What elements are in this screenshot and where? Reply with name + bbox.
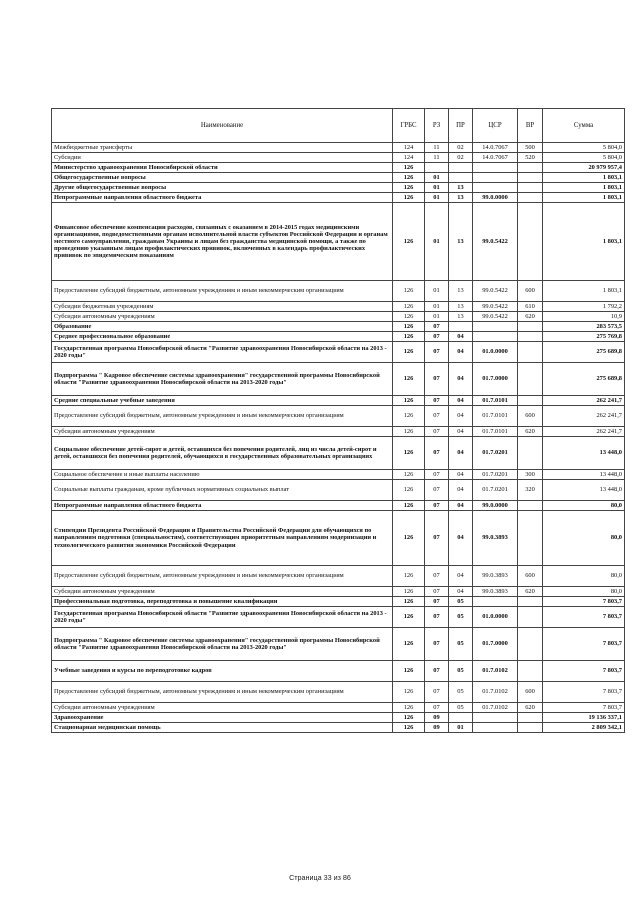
cell-rz: 11 [425,153,449,163]
cell-csr: 99.0.0000 [473,193,518,203]
cell-pr: 04 [449,396,473,406]
cell-vr: 600 [518,682,543,703]
cell-pr: 04 [449,427,473,437]
cell-pr: 05 [449,607,473,628]
cell-rz: 07 [425,511,449,566]
cell-name: Средние специальные учебные заведения [52,396,393,406]
cell-sum: 275 769,8 [543,332,625,342]
cell-rz: 07 [425,566,449,587]
cell-grbs: 126 [393,511,425,566]
cell-vr: 620 [518,703,543,713]
table-row [52,703,625,713]
cell-vr [518,723,543,733]
table-header-row [52,109,625,143]
cell-sum: 80,0 [543,511,625,566]
table-row [52,511,625,566]
table-row [52,661,625,682]
cell-pr: 05 [449,628,473,661]
cell-pr: 04 [449,511,473,566]
table-row [52,193,625,203]
cell-sum: 1 803,1 [543,183,625,193]
cell-rz: 07 [425,628,449,661]
cell-grbs: 126 [393,302,425,312]
cell-rz: 01 [425,312,449,322]
cell-vr [518,163,543,173]
cell-name: Профессиональная подготовка, переподготовка и повышение квалификации [52,597,393,607]
cell-rz: 07 [425,322,449,332]
cell-grbs: 126 [393,501,425,511]
header-vr: ВР [518,109,543,143]
cell-csr: 99.0.5422 [473,203,518,281]
cell-sum: 262 241,7 [543,406,625,427]
cell-sum: 80,0 [543,566,625,587]
cell-rz: 01 [425,203,449,281]
cell-name: Субсидии автономным учреждениям [52,427,393,437]
cell-pr: 13 [449,183,473,193]
cell-name: Образование [52,322,393,332]
cell-rz: 07 [425,332,449,342]
cell-grbs: 126 [393,183,425,193]
table-row [52,183,625,193]
cell-sum: 1 792,2 [543,302,625,312]
cell-csr: 99.0.3893 [473,511,518,566]
cell-sum: 13 448,0 [543,437,625,470]
cell-sum: 5 804,0 [543,153,625,163]
cell-csr: 99.0.0000 [473,501,518,511]
cell-rz: 07 [425,682,449,703]
cell-grbs: 126 [393,203,425,281]
cell-vr [518,396,543,406]
cell-grbs: 126 [393,322,425,332]
cell-name: Субсидии автономным учреждениям [52,587,393,597]
cell-pr: 04 [449,470,473,480]
cell-rz: 01 [425,193,449,203]
cell-pr: 13 [449,312,473,322]
cell-sum: 80,0 [543,587,625,597]
table-row [52,143,625,153]
table-row [52,427,625,437]
header-pr: ПР [449,109,473,143]
cell-name: Стипендии Президента Российской Федерации и Правительства Российской Федерации для обучающихся по направлениям подготовки (специальностям), соответствующим приоритетным направлениям модернизации и технологического развития экономики Российской Федерации [52,511,393,566]
cell-csr: 01.7.0102 [473,661,518,682]
table-row [52,682,625,703]
cell-vr: 620 [518,427,543,437]
table-row [52,322,625,332]
table-row [52,607,625,628]
cell-name: Среднее профессиональное образование [52,332,393,342]
cell-name: Учебные заведения и курсы по переподготовке кадров [52,661,393,682]
cell-name: Предоставление субсидий бюджетным, автономным учреждениям и иным некоммерческим организациям [52,281,393,302]
cell-pr: 04 [449,480,473,501]
cell-csr [473,332,518,342]
cell-vr [518,628,543,661]
cell-pr: 05 [449,597,473,607]
cell-rz: 11 [425,143,449,153]
header-rz: РЗ [425,109,449,143]
cell-csr [473,723,518,733]
cell-rz: 07 [425,607,449,628]
cell-rz: 07 [425,406,449,427]
cell-vr [518,713,543,723]
cell-rz: 07 [425,363,449,396]
table-row [52,302,625,312]
cell-vr: 320 [518,480,543,501]
cell-pr [449,173,473,183]
table-row [52,437,625,470]
cell-rz: 07 [425,501,449,511]
cell-pr [449,163,473,173]
cell-grbs: 126 [393,703,425,713]
cell-sum: 20 979 957,4 [543,163,625,173]
cell-grbs: 126 [393,437,425,470]
cell-csr [473,713,518,723]
cell-csr: 99.0.5422 [473,312,518,322]
table-row [52,342,625,363]
cell-csr: 01.7.0000 [473,628,518,661]
cell-vr [518,342,543,363]
cell-sum: 275 689,8 [543,342,625,363]
cell-vr [518,203,543,281]
table-row [52,332,625,342]
cell-pr [449,322,473,332]
cell-csr [473,183,518,193]
cell-grbs: 126 [393,406,425,427]
table-body [52,143,625,733]
cell-pr: 13 [449,281,473,302]
cell-grbs: 126 [393,173,425,183]
cell-sum: 2 809 342,1 [543,723,625,733]
cell-grbs: 126 [393,682,425,703]
cell-name: Стационарная медицинская помощь [52,723,393,733]
table-row [52,312,625,322]
cell-rz: 07 [425,396,449,406]
cell-name: Финансовое обеспечение компенсации расходов, связанных с оказанием в 2014-2015 годах медицинскими организациями, подведомственными органам исполнительной власти субъектов Российской Федерации и органам местного самоуправления, гражданам Украины и лицам без гражданства медицинской помощи, а также по проведению указанным лицам профилактических прививок, включенных в календарь профилактических прививок по эпидемическим показаниям [52,203,393,281]
cell-name: Другие общегосударственные вопросы [52,183,393,193]
cell-name: Субсидии бюджетным учреждениям [52,302,393,312]
cell-pr: 05 [449,661,473,682]
cell-csr: 01.7.0102 [473,703,518,713]
cell-pr: 04 [449,406,473,427]
cell-name: Государственная программа Новосибирской области "Развитие здравоохранения Новосибирской области на 2013 - 2020 годы" [52,342,393,363]
cell-vr [518,607,543,628]
cell-sum: 262 241,7 [543,396,625,406]
table-row [52,480,625,501]
cell-grbs: 126 [393,566,425,587]
cell-name: Субсидии автономным учреждениям [52,312,393,322]
cell-sum: 1 803,1 [543,173,625,183]
cell-pr: 05 [449,682,473,703]
cell-csr: 01.7.0201 [473,437,518,470]
cell-vr: 620 [518,312,543,322]
cell-pr: 01 [449,723,473,733]
cell-pr: 05 [449,703,473,713]
cell-vr [518,322,543,332]
table-row [52,396,625,406]
cell-pr: 04 [449,437,473,470]
cell-sum: 10,9 [543,312,625,322]
cell-vr [518,437,543,470]
cell-pr: 02 [449,153,473,163]
cell-csr: 01.7.0101 [473,427,518,437]
cell-name: Министерство здравоохранения Новосибирской области [52,163,393,173]
cell-rz: 07 [425,480,449,501]
cell-rz: 07 [425,587,449,597]
cell-pr: 04 [449,363,473,396]
cell-csr: 99.0.5422 [473,302,518,312]
cell-sum: 283 573,5 [543,322,625,332]
cell-pr: 13 [449,203,473,281]
cell-csr: 01.7.0000 [473,363,518,396]
cell-rz: 01 [425,281,449,302]
cell-csr: 99.0.3893 [473,587,518,597]
cell-name: Общегосударственные вопросы [52,173,393,183]
cell-csr [473,322,518,332]
cell-rz: 07 [425,342,449,363]
cell-rz: 07 [425,427,449,437]
cell-grbs: 126 [393,163,425,173]
cell-rz: 07 [425,437,449,470]
cell-pr: 02 [449,143,473,153]
cell-name: Субсидии автономным учреждениям [52,703,393,713]
cell-vr: 600 [518,281,543,302]
table-row [52,501,625,511]
table-row [52,153,625,163]
cell-name: Межбюджетные трансферты [52,143,393,153]
page-number: Страница 33 из 86 [289,873,351,882]
cell-sum: 19 136 337,1 [543,713,625,723]
table-row [52,597,625,607]
table-row [52,203,625,281]
cell-grbs: 126 [393,470,425,480]
cell-vr: 620 [518,587,543,597]
cell-grbs: 126 [393,661,425,682]
cell-grbs: 126 [393,628,425,661]
cell-rz: 07 [425,597,449,607]
table-row [52,723,625,733]
cell-grbs: 126 [393,480,425,501]
cell-rz: 07 [425,661,449,682]
cell-sum: 5 804,0 [543,143,625,153]
cell-csr: 01.7.0102 [473,682,518,703]
cell-sum: 13 448,0 [543,480,625,501]
cell-pr: 13 [449,193,473,203]
cell-rz: 01 [425,302,449,312]
cell-rz: 09 [425,713,449,723]
cell-vr [518,501,543,511]
cell-sum: 80,0 [543,501,625,511]
cell-pr: 04 [449,342,473,363]
cell-csr: 14.0.7067 [473,143,518,153]
cell-sum: 262 241,7 [543,427,625,437]
cell-name: Социальное обеспечение и иные выплаты населению [52,470,393,480]
cell-name: Социальные выплаты гражданам, кроме публичных нормативных социальных выплат [52,480,393,501]
cell-rz: 07 [425,703,449,713]
cell-pr: 04 [449,332,473,342]
cell-grbs: 124 [393,143,425,153]
cell-sum: 1 803,1 [543,193,625,203]
cell-rz: 07 [425,470,449,480]
cell-pr: 04 [449,587,473,597]
cell-grbs: 126 [393,723,425,733]
budget-table [51,108,625,733]
cell-csr: 01.0.0000 [473,342,518,363]
cell-grbs: 126 [393,597,425,607]
cell-vr [518,661,543,682]
cell-sum: 275 689,8 [543,363,625,396]
cell-rz: 01 [425,173,449,183]
cell-sum: 7 803,7 [543,703,625,713]
cell-grbs: 126 [393,281,425,302]
table-row [52,628,625,661]
header-csr: ЦСР [473,109,518,143]
table-row [52,587,625,597]
cell-csr [473,597,518,607]
cell-rz: 01 [425,183,449,193]
table-row [52,566,625,587]
cell-grbs: 126 [393,363,425,396]
cell-csr: 01.7.0201 [473,470,518,480]
cell-rz [425,163,449,173]
cell-vr [518,597,543,607]
cell-vr [518,511,543,566]
cell-csr: 14.0.7067 [473,153,518,163]
cell-vr [518,332,543,342]
cell-csr: 99.0.5422 [473,281,518,302]
cell-vr [518,173,543,183]
header-name: Наименование [52,109,393,143]
cell-grbs: 126 [393,193,425,203]
cell-sum: 13 448,0 [543,470,625,480]
cell-csr: 01.7.0101 [473,406,518,427]
cell-csr: 01.7.0101 [473,396,518,406]
cell-vr: 600 [518,406,543,427]
cell-vr: 600 [518,566,543,587]
cell-rz: 09 [425,723,449,733]
cell-name: Непрограммные направления областного бюджета [52,501,393,511]
cell-sum: 1 803,1 [543,203,625,281]
table-row [52,713,625,723]
cell-name: Социальное обеспечение детей-сирот и детей, оставшихся без попечения родителей, лиц из числа детей-сирот и детей, оставшихся без попечения родителей, обучающихся в государственных образовательных организациях [52,437,393,470]
cell-grbs: 126 [393,342,425,363]
table-row [52,163,625,173]
cell-vr [518,363,543,396]
cell-name: Предоставление субсидий бюджетным, автономным учреждениям и иным некоммерческим организациям [52,406,393,427]
cell-pr [449,713,473,723]
cell-csr: 01.7.0201 [473,480,518,501]
cell-grbs: 126 [393,713,425,723]
cell-name: Непрограммные направления областного бюджета [52,193,393,203]
cell-grbs: 126 [393,312,425,322]
cell-name: Подпрограмма " Кадровое обеспечение системы здравоохранения" государственной программы Новосибирской области "Развитие здравоохранения Новосибирской области на 2013-2020 годы" [52,363,393,396]
cell-pr: 04 [449,501,473,511]
cell-grbs: 124 [393,153,425,163]
table-row [52,406,625,427]
table-row [52,470,625,480]
cell-name: Субсидии [52,153,393,163]
header-grbs: ГРБС [393,109,425,143]
cell-csr: 99.0.3893 [473,566,518,587]
cell-grbs: 126 [393,587,425,597]
cell-csr [473,163,518,173]
cell-vr [518,183,543,193]
cell-grbs: 126 [393,332,425,342]
cell-sum: 7 803,7 [543,607,625,628]
cell-sum: 7 803,7 [543,628,625,661]
cell-vr: 610 [518,302,543,312]
cell-grbs: 126 [393,396,425,406]
cell-sum: 7 803,7 [543,682,625,703]
cell-csr [473,173,518,183]
table-row [52,281,625,302]
table-row [52,363,625,396]
cell-sum: 7 803,7 [543,661,625,682]
header-sum: Сумма [543,109,625,143]
cell-name: Предоставление субсидий бюджетным, автономным учреждениям и иным некоммерческим организациям [52,682,393,703]
cell-grbs: 126 [393,427,425,437]
cell-vr [518,193,543,203]
cell-vr: 520 [518,153,543,163]
cell-sum: 7 803,7 [543,597,625,607]
cell-vr: 500 [518,143,543,153]
cell-sum: 1 803,1 [543,281,625,302]
cell-csr: 01.0.0000 [473,607,518,628]
cell-grbs: 126 [393,607,425,628]
cell-name: Подпрограмма " Кадровое обеспечение системы здравоохранения" государственной программы Новосибирской области "Развитие здравоохранения Новосибирской области на 2013-2020 годы" [52,628,393,661]
cell-pr: 13 [449,302,473,312]
cell-name: Государственная программа Новосибирской области "Развитие здравоохранения Новосибирской области на 2013 - 2020 годы" [52,607,393,628]
table-row [52,173,625,183]
cell-vr: 300 [518,470,543,480]
cell-name: Предоставление субсидий бюджетным, автономным учреждениям и иным некоммерческим организациям [52,566,393,587]
cell-name: Здравоохранение [52,713,393,723]
cell-pr: 04 [449,566,473,587]
